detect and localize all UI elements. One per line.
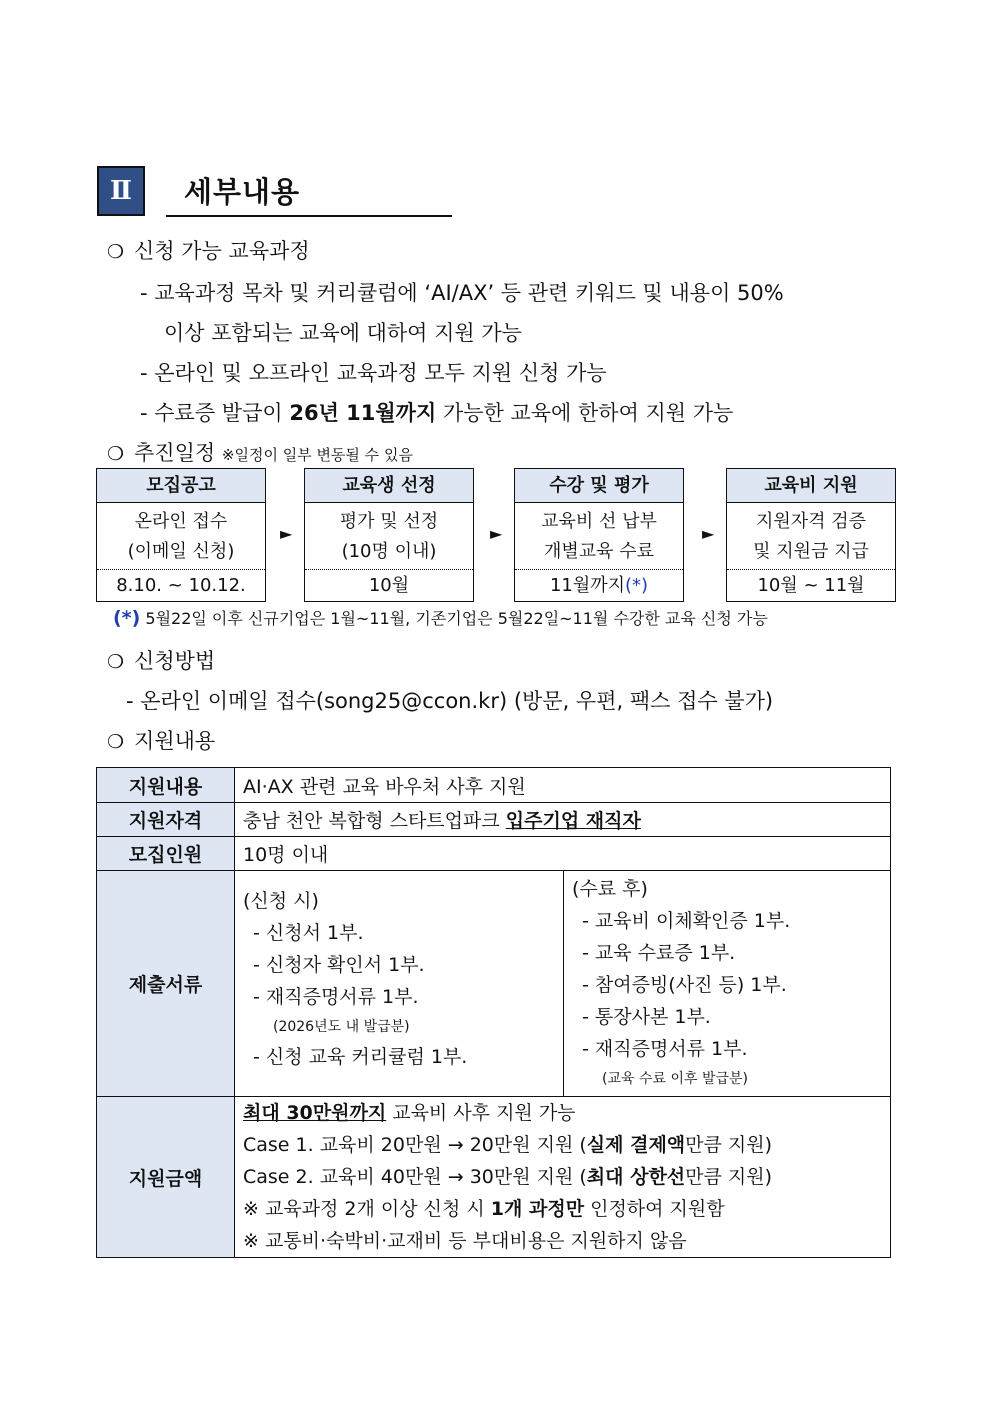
circle-bullet-icon: ❍ xyxy=(107,443,125,465)
courses-item-1-cont: 이상 포함되는 교육에 대하여 지원 가능 xyxy=(164,321,522,345)
support-docs-after: (수료 후) - 교육비 이체확인증 1부. - 교육 수료증 1부. - 참여증빙(사진 등) 1부. - 통장사본 1부. - 재직증명서류 1부. (교육 수료 이후 발급분) xyxy=(564,871,891,1097)
support-recruit-value: 10명 이내 xyxy=(235,837,891,871)
table-row xyxy=(97,803,891,837)
support-recruit-label: 모집인원 xyxy=(97,837,235,871)
section-underline xyxy=(166,215,452,217)
support-amount-label: 지원금액 xyxy=(97,1097,235,1258)
support-docs-label: 제출서류 xyxy=(97,871,235,1097)
support-heading: ❍ 지원내용 xyxy=(107,729,216,753)
courses-heading: ❍ 신청 가능 교육과정 xyxy=(107,239,310,263)
schedule-step-4: 교육비 지원 지원자격 검증 및 지원금 지급 10월 ~ 11월 xyxy=(726,468,896,602)
schedule-step-1: 모집공고 온라인 접수 (이메일 신청) 8.10. ~ 10.12. xyxy=(96,468,266,602)
section-title: 세부내용 xyxy=(184,175,301,209)
arrow-right-icon: ► xyxy=(702,524,715,543)
table-row xyxy=(97,1097,891,1258)
support-content-label: 지원내용 xyxy=(97,768,235,803)
circle-bullet-icon: ❍ xyxy=(107,651,125,673)
circle-bullet-icon: ❍ xyxy=(107,241,125,263)
support-docs-apply: (신청 시) - 신청서 1부. - 신청자 확인서 1부. - 재직증명서류 1부. (2026년도 내 발급분) - 신청 교육 커리큘럼 1부. xyxy=(235,871,564,1097)
schedule-heading: ❍ 추진일정 ※일정이 일부 변동될 수 있음 xyxy=(107,441,413,465)
section-number: Ⅱ xyxy=(97,166,145,216)
courses-item-2: - 온라인 및 오프라인 교육과정 모두 지원 신청 가능 xyxy=(140,361,607,385)
table-row xyxy=(97,837,891,871)
arrow-right-icon: ► xyxy=(280,524,293,543)
support-qual-value: 충남 천안 복합형 스타트업파크 입주기업 재직자 xyxy=(235,803,891,837)
support-qual-label: 지원자격 xyxy=(97,803,235,837)
support-content-value: AI·AX 관련 교육 바우처 사후 지원 xyxy=(235,768,891,803)
arrow-right-icon: ► xyxy=(490,524,503,543)
schedule-footnote: (*) 5월22일 이후 신규기업은 1월~11월, 기존기업은 5월22일~11월 수강한 교육 신청 가능 xyxy=(113,607,768,629)
support-amount-value: 최대 30만원까지 교육비 사후 지원 가능 Case 1. 교육비 20만원 → 20만원 지원 (실제 결제액만큼 지원) Case 2. 교육비 40만원 → 30만원 지원 (최대 상한선만큼 지원) ※ 교육과정 2개 이상 신청 시 1개 과정만 인정하여 지원함 ※ 교통비·숙박비·교재비 등 부대비용은 지원하지 않음 xyxy=(235,1097,891,1258)
courses-item-1: - 교육과정 목차 및 커리큘럼에 ‘AI/AX’ 등 관련 키워드 및 내용이 50% xyxy=(140,281,784,305)
method-item: - 온라인 이메일 접수(song25@ccon.kr) (방문, 우편, 팩스 접수 불가) xyxy=(126,689,774,713)
table-row xyxy=(97,871,891,1097)
schedule-step-2: 교육생 선정 평가 및 선정 (10명 이내) 10월 xyxy=(304,468,474,602)
schedule-step-3: 수강 및 평가 교육비 선 납부 개별교육 수료 11월까지(*) xyxy=(514,468,684,602)
support-table xyxy=(96,767,891,1258)
circle-bullet-icon: ❍ xyxy=(107,731,125,753)
table-row xyxy=(97,768,891,803)
method-heading: ❍ 신청방법 xyxy=(107,649,216,673)
courses-item-3: - 수료증 발급이 26년 11월까지 가능한 교육에 한하여 지원 가능 xyxy=(140,401,734,425)
